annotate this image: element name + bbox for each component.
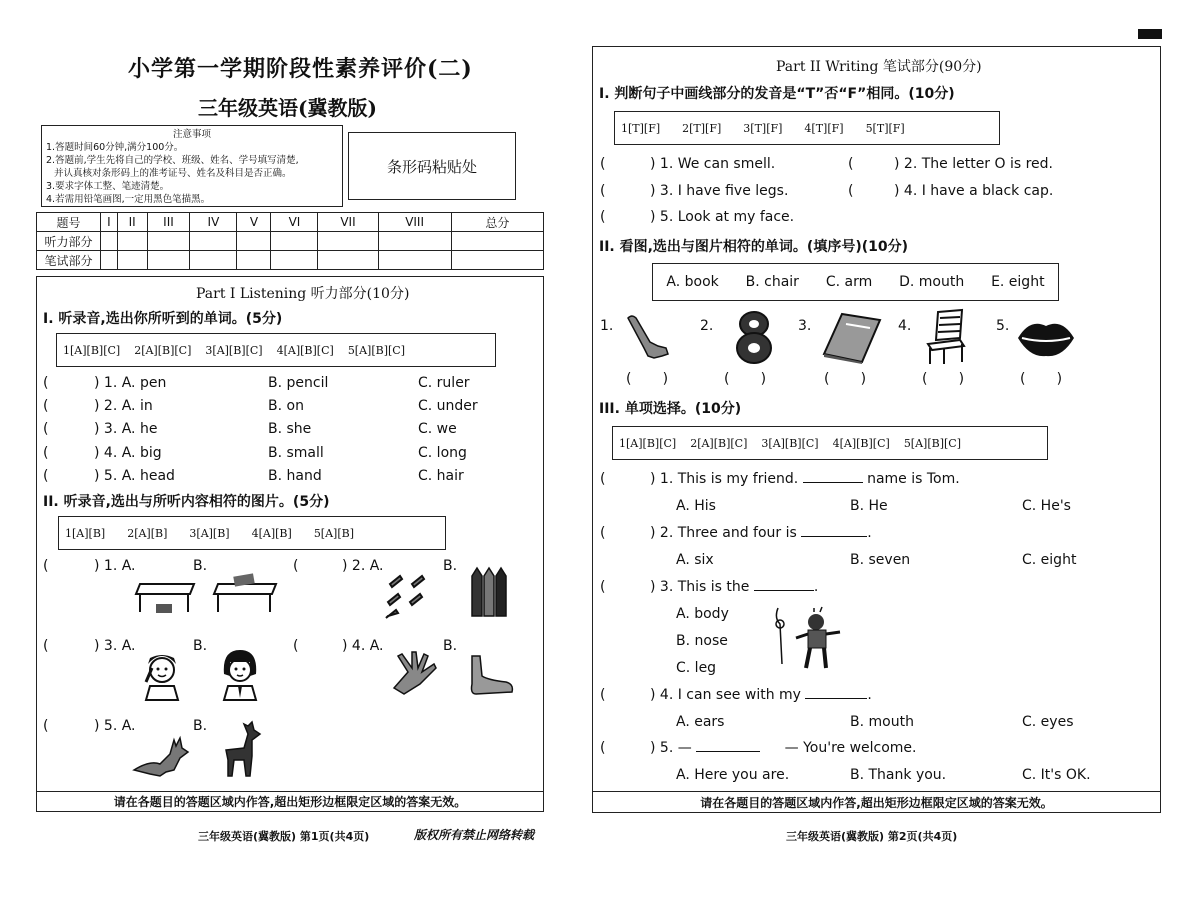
option-a: A. six	[676, 552, 714, 568]
barcode-label: 条形码粘贴处	[386, 157, 477, 176]
desk-ball-on-picture	[212, 570, 282, 616]
answer-option[interactable]: 5[T][F]	[865, 121, 905, 135]
robot-picture	[770, 604, 846, 672]
exam-title: 小学第一学期阶段性素养评价(二)	[128, 56, 473, 82]
answer-paren[interactable]: (	[600, 156, 606, 172]
question-item: ) 4. A. big	[94, 445, 162, 461]
score-cell[interactable]	[451, 251, 543, 270]
l-footer-note-bar	[36, 791, 544, 812]
question-item: ) 1. We can smell.	[650, 156, 776, 172]
answer-option[interactable]: 4[A][B][C]	[276, 343, 334, 357]
answer-option[interactable]: 1[A][B][C]	[63, 343, 121, 357]
picture-number: 2.	[700, 318, 714, 334]
answer-paren[interactable]: ( )	[724, 371, 767, 387]
footer-note: 请在各题目的答题区域内作答,超出矩形边框限定区域的答案无效。	[113, 795, 467, 809]
score-header-cell: 题号	[37, 213, 101, 232]
option-b: B. she	[268, 421, 312, 437]
arm-picture	[622, 312, 672, 364]
answer-option[interactable]: 4[A][B][C]	[832, 436, 890, 450]
score-header-cell: IV	[190, 213, 237, 232]
stem-text: .	[867, 687, 872, 703]
option-c: C. under	[418, 398, 478, 414]
notice-line: 1.答题时间60分钟,满分100分。	[46, 142, 184, 153]
option-c: C. It's OK.	[1022, 767, 1091, 783]
option-b: B. hand	[268, 468, 322, 484]
l-q2-answer-box[interactable]	[58, 516, 446, 550]
option-c: C. hair	[418, 468, 464, 484]
option-c: C. ruler	[418, 375, 470, 391]
question-item: ) 5. A. head	[94, 468, 175, 484]
answer-paren[interactable]: ( )	[922, 371, 965, 387]
answer-paren[interactable]: (	[600, 687, 606, 703]
option-b: B. mouth	[850, 714, 914, 730]
option-a: A. body	[676, 606, 729, 622]
score-cell[interactable]	[101, 232, 118, 251]
r-q1-answer-box[interactable]	[614, 111, 1000, 145]
answer-option[interactable]: 5[A][B]	[313, 526, 355, 540]
score-cell[interactable]	[451, 232, 543, 251]
notice-heading: 注意事项	[172, 129, 211, 140]
score-header-cell: V	[237, 213, 271, 232]
answer-paren[interactable]: (	[600, 183, 606, 199]
answer-paren[interactable]: (	[600, 471, 606, 487]
question-stem	[650, 525, 872, 541]
copyright-notice: 版权所有禁止网络转载	[414, 828, 535, 842]
question-item: ) 3. A. he	[94, 421, 158, 437]
word-bank-item: D. mouth	[899, 274, 965, 290]
answer-paren[interactable]: (	[43, 398, 49, 414]
answer-paren[interactable]: (	[600, 579, 606, 595]
answer-option[interactable]: 3[A][B]	[189, 526, 230, 540]
l-q1-title: I. 听录音,选出你所听到的单词。(5分)	[43, 311, 283, 327]
word-bank-item: C. arm	[825, 274, 873, 290]
score-header-cell: 总分	[451, 213, 543, 232]
question-stem	[650, 740, 917, 756]
answer-blank[interactable]	[754, 579, 814, 591]
score-header-cell: III	[147, 213, 190, 232]
word-bank-box	[652, 263, 1059, 301]
word-bank-item: E. eight	[991, 274, 1045, 290]
question-item: ) 2. The letter O is red.	[894, 156, 1054, 172]
hand-picture	[388, 650, 440, 696]
word-bank-item: A. book	[666, 274, 719, 290]
question-item: ) 5. A.	[94, 718, 136, 734]
score-cell[interactable]	[271, 251, 318, 270]
score-header-row	[37, 213, 544, 232]
answer-paren[interactable]: ( )	[1020, 371, 1063, 387]
option-c: C. long	[418, 445, 467, 461]
stem-text: ) 3. This is the	[650, 579, 750, 595]
option-b: B.	[443, 638, 458, 654]
answer-option[interactable]: 4[A][B]	[251, 526, 292, 540]
question-item: ) 3. A.	[94, 638, 136, 654]
r-q2-title: II. 看图,选出与图片相符的单词。(填序号)(10分)	[599, 239, 909, 255]
answer-blank[interactable]	[805, 687, 867, 699]
answer-paren[interactable]: (	[43, 638, 49, 654]
corner-mark	[1138, 29, 1162, 39]
question-item: ) 5. Look at my face.	[650, 209, 795, 225]
r-footer-note-bar	[592, 791, 1161, 813]
stem-text: name is Tom.	[867, 471, 960, 487]
question-item: ) 3. I have five legs.	[650, 183, 789, 199]
score-header-cell: II	[117, 213, 147, 232]
answer-paren[interactable]: (	[43, 375, 49, 391]
answer-paren[interactable]: (	[43, 445, 49, 461]
r-q3-answer-box[interactable]	[612, 426, 1048, 460]
option-a: A. Here you are.	[676, 767, 790, 783]
r-q1-title: I. 判断句子中画线部分的发音是“T”否“F”相同。(10分)	[599, 86, 955, 102]
girl-picture	[216, 646, 264, 702]
answer-paren[interactable]: (	[43, 718, 49, 734]
score-cell[interactable]	[147, 232, 190, 251]
notice-line: 并认真核对条形码上的准考证号、姓名及科目是否正确。	[54, 168, 292, 179]
answer-paren[interactable]: ( )	[626, 371, 669, 387]
desk-ball-under-picture	[134, 572, 200, 616]
part1-title: Part I Listening 听力部分(10分)	[196, 286, 410, 302]
score-cell[interactable]	[101, 251, 118, 270]
picture-number: 5.	[996, 318, 1010, 334]
answer-paren[interactable]: (	[293, 558, 299, 574]
score-cell[interactable]	[318, 232, 378, 251]
long-pencils-picture	[468, 566, 512, 618]
answer-option[interactable]: 1[T][F]	[621, 121, 661, 135]
score-cell[interactable]	[271, 232, 318, 251]
answer-paren[interactable]: (	[293, 638, 299, 654]
score-cell[interactable]	[378, 232, 451, 251]
option-c: C. eight	[1022, 552, 1077, 568]
short-tail-animal-picture	[214, 720, 264, 780]
option-b: B.	[193, 638, 208, 654]
page-footer: 三年级英语(冀教版) 第2页(共4页)	[786, 830, 958, 843]
picture-number: 3.	[798, 318, 812, 334]
answer-paren[interactable]: (	[43, 468, 49, 484]
stem-text: ) 5. —	[650, 740, 692, 756]
answer-option[interactable]: 3[A][B][C]	[761, 436, 819, 450]
score-cell[interactable]	[117, 232, 147, 251]
question-stem	[650, 471, 960, 487]
barcode-area	[348, 132, 516, 200]
answer-paren[interactable]: (	[848, 183, 854, 199]
eight-picture	[732, 308, 776, 366]
chair-picture	[924, 308, 968, 366]
option-b: B. He	[850, 498, 888, 514]
stem-text: .	[813, 579, 819, 595]
answer-blank[interactable]	[696, 740, 760, 752]
stem-text: ) 1. This is my friend.	[650, 471, 799, 487]
score-row	[37, 232, 544, 251]
score-row-label: 笔试部分	[37, 251, 101, 270]
answer-paren[interactable]: (	[600, 209, 606, 225]
question-stem	[650, 687, 872, 703]
stem-text: ) 2. Three and four is	[650, 525, 797, 541]
stem-text: — You're welcome.	[784, 740, 917, 756]
answer-option[interactable]: 5[A][B][C]	[347, 343, 406, 357]
answer-paren[interactable]: (	[848, 156, 854, 172]
answer-paren[interactable]: ( )	[824, 371, 867, 387]
boy-picture	[138, 648, 186, 702]
notice-line: 2.答题前,学生先将自己的学校、班级、姓名、学号填写清楚,	[46, 155, 299, 166]
answer-option[interactable]: 1[A][B]	[65, 526, 106, 540]
question-item: ) 2. A. in	[94, 398, 153, 414]
score-cell[interactable]	[318, 251, 378, 270]
answer-option[interactable]: 4[T][F]	[804, 121, 844, 135]
small-pencils-picture	[382, 574, 434, 620]
word-bank-item: B. chair	[745, 274, 799, 290]
question-item: ) 1. A.	[94, 558, 136, 574]
score-header-cell: I	[101, 213, 118, 232]
option-a: A. ears	[676, 714, 725, 730]
r-q3-title: III. 单项选择。(10分)	[599, 401, 742, 417]
option-b: B. Thank you.	[850, 767, 947, 783]
option-c: C. eyes	[1022, 714, 1074, 730]
option-a: A. His	[676, 498, 716, 514]
score-cell[interactable]	[378, 251, 451, 270]
score-cell[interactable]	[237, 232, 271, 251]
answer-option[interactable]: 5[A][B][C]	[903, 436, 962, 450]
score-row	[37, 251, 544, 270]
answer-paren[interactable]: (	[43, 558, 49, 574]
score-table	[36, 212, 544, 270]
exam-subtitle: 三年级英语(冀教版)	[198, 96, 377, 120]
score-row-label: 听力部分	[37, 232, 101, 251]
answer-option[interactable]: 2[T][F]	[682, 121, 722, 135]
stem-text: .	[867, 525, 872, 541]
score-header-cell: VII	[318, 213, 378, 232]
question-item: ) 4. I have a black cap.	[894, 183, 1054, 199]
notice-line: 3.要求字体工整、笔迹清楚。	[46, 181, 170, 192]
answer-blank[interactable]	[803, 471, 863, 483]
option-c: C. leg	[676, 660, 717, 676]
option-b: B. nose	[676, 633, 728, 649]
answer-paren[interactable]: (	[43, 421, 49, 437]
notice-box	[41, 125, 343, 207]
picture-number: 1.	[600, 318, 614, 334]
mouth-picture	[1016, 316, 1076, 360]
option-b: B. small	[268, 445, 324, 461]
option-c: C. He's	[1022, 498, 1071, 514]
answer-option[interactable]: 2[A][B][C]	[690, 436, 748, 450]
picture-number: 4.	[898, 318, 912, 334]
score-cell[interactable]	[190, 232, 237, 251]
long-tail-animal-picture	[130, 730, 194, 780]
question-stem	[650, 579, 818, 595]
answer-option[interactable]: 2[A][B]	[127, 526, 168, 540]
option-b: B. on	[268, 398, 304, 414]
score-cell[interactable]	[190, 251, 237, 270]
score-cell[interactable]	[117, 251, 147, 270]
answer-paren[interactable]: (	[600, 525, 606, 541]
question-item: ) 4. A.	[342, 638, 384, 654]
score-header-cell: VIII	[378, 213, 451, 232]
option-b: B. pencil	[268, 375, 329, 391]
stem-text: ) 4. I can see with my	[650, 687, 801, 703]
l-q1-answer-box[interactable]	[56, 333, 496, 367]
answer-blank[interactable]	[801, 525, 867, 537]
foot-picture	[466, 654, 516, 698]
part2-title: Part II Writing 笔试部分(90分)	[776, 59, 982, 75]
notice-line: 4.若需用铅笔画图,一定用黑色笔描黑。	[46, 194, 211, 205]
answer-option[interactable]: 3[T][F]	[743, 121, 783, 135]
score-cell[interactable]	[237, 251, 271, 270]
answer-option[interactable]: 2[A][B][C]	[134, 343, 192, 357]
answer-paren[interactable]: (	[600, 740, 606, 756]
score-cell[interactable]	[147, 251, 190, 270]
option-c: C. we	[418, 421, 457, 437]
question-item: ) 1. A. pen	[94, 375, 167, 391]
question-item: ) 2. A.	[342, 558, 384, 574]
answer-option[interactable]: 1[A][B][C]	[619, 436, 677, 450]
footer-note: 请在各题目的答题区域内作答,超出矩形边框限定区域的答案无效。	[700, 795, 1053, 810]
option-b: B.	[193, 558, 208, 574]
score-header-cell: VI	[271, 213, 318, 232]
page-footer: 三年级英语(冀教版) 第1页(共4页)	[198, 830, 370, 843]
option-b: B.	[193, 718, 208, 734]
option-b: B.	[443, 558, 458, 574]
option-b: B. seven	[850, 552, 911, 568]
book-picture	[820, 310, 884, 364]
answer-option[interactable]: 3[A][B][C]	[205, 343, 263, 357]
l-q2-title: II. 听录音,选出与所听内容相符的图片。(5分)	[43, 494, 330, 510]
